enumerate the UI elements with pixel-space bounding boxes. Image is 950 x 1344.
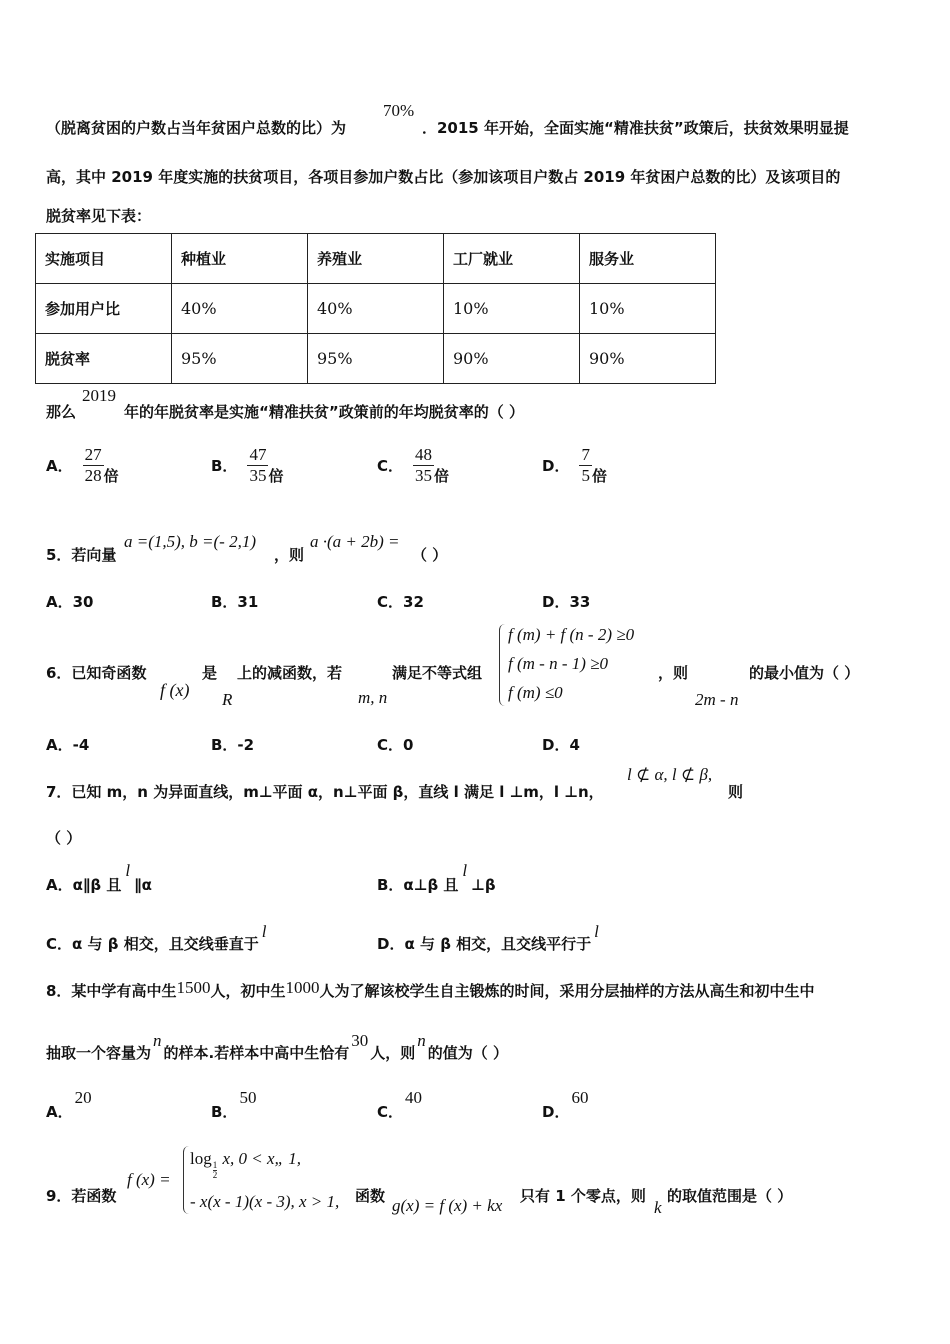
option-label: C． xyxy=(377,457,404,475)
q6-inequality-3: f (m) ≤0 xyxy=(508,683,563,702)
option-label: C． xyxy=(377,1103,404,1121)
q6-option-a: A．-4 xyxy=(46,736,90,754)
q6-inequality-2: f (m - n - 1) ≥0 xyxy=(508,654,608,673)
q8-text: 的值为（ ） xyxy=(427,1044,508,1062)
table-cell: 10% xyxy=(444,284,580,334)
table-row-label: 脱贫率 xyxy=(36,334,172,384)
q8-text: 人为了解该校学生自主锻炼的时间，采用分层抽样的方法从高生和初中生中 xyxy=(319,982,815,1000)
q8-n-symbol: n xyxy=(417,1031,426,1050)
q6-system-brace xyxy=(499,624,506,706)
option-value: 40 xyxy=(405,1088,423,1107)
q7-stem-b: 则 xyxy=(728,783,744,801)
q6-stem-c: 上的减函数，若 xyxy=(237,664,343,682)
table-header-cell: 实施项目 xyxy=(36,234,172,284)
q5-stem-a: 5．若向量 xyxy=(46,546,117,564)
q5-option-b: B．31 xyxy=(211,593,259,611)
q9-stem-b: 函数 xyxy=(355,1187,386,1205)
q8-option-c xyxy=(377,1087,423,1121)
q6-domain: R xyxy=(222,690,233,709)
line-symbol: l xyxy=(261,922,267,941)
fraction xyxy=(413,445,434,486)
q6-stem-e: ，则 xyxy=(658,664,689,682)
table-cell: 10% xyxy=(580,284,716,334)
q4-stem-a: 那么 xyxy=(46,403,77,421)
option-text: A．α∥β 且 xyxy=(46,876,122,894)
fraction xyxy=(247,445,268,486)
q8-high-count: 1500 xyxy=(176,978,211,997)
q8-middle-count: 1000 xyxy=(285,978,320,997)
q9-k-symbol: k xyxy=(654,1198,662,1217)
intro-line1-a: （脱离贫困的户数占当年贫困户总数的比）为 xyxy=(46,119,347,137)
intro-line3: 脱贫率见下表： xyxy=(46,207,152,225)
q6-inequality-1: f (m) + f (n - 2) ≥0 xyxy=(508,625,635,644)
q6-target-expression: 2m - n xyxy=(695,690,739,709)
q6-stem-f: 的最小值为（ ） xyxy=(749,664,860,682)
q6-variables: m, n xyxy=(358,688,388,707)
intro-percent: 70% xyxy=(383,101,415,120)
q5-vectors: a =(1,5), b =(- 2,1) xyxy=(124,532,256,551)
q6-stem-a: 6．已知奇函数 xyxy=(46,664,147,682)
option-value: 60 xyxy=(571,1088,589,1107)
q8-line1 xyxy=(46,980,814,1001)
q8-text: 人，则 xyxy=(370,1044,416,1062)
option-label: A． xyxy=(46,1103,73,1121)
q4-option-d xyxy=(542,445,607,486)
q7-condition: l ⊄ α, l ⊄ β, xyxy=(627,765,713,784)
q8-option-d xyxy=(542,1087,589,1121)
fraction-numerator: 7 xyxy=(581,445,590,464)
table-cell: 95% xyxy=(172,334,308,384)
log-base xyxy=(213,1161,218,1180)
option-text: ∥α xyxy=(134,876,152,894)
log-base-numerator: 1 xyxy=(212,1160,218,1170)
option-text: B．α⊥β 且 xyxy=(377,876,459,894)
q7-option-d xyxy=(377,922,599,954)
table-row-label: 参加用户比 xyxy=(36,284,172,334)
q6-stem-d: 满足不等式组 xyxy=(392,664,483,682)
table-row xyxy=(36,334,716,384)
q4-option-b xyxy=(211,445,283,486)
q9-piece-1 xyxy=(190,1149,301,1180)
option-label: D． xyxy=(542,1103,570,1121)
option-value: 50 xyxy=(239,1088,257,1107)
q9-piecewise-brace xyxy=(183,1146,190,1214)
q5-expression: a ·(a + 2b) = xyxy=(310,532,400,551)
q5-stem-b: ，则 xyxy=(274,546,305,564)
line-symbol: l xyxy=(462,861,468,880)
option-text: C．α 与 β 相交，且交线垂直于 xyxy=(46,935,259,953)
q8-text: 抽取一个容量为 xyxy=(46,1044,152,1062)
log-base-denominator: 2 xyxy=(212,1170,218,1180)
q6-function: f (x) xyxy=(160,680,190,700)
q7-stem-c: （ ） xyxy=(46,829,82,847)
table-header-cell: 养殖业 xyxy=(308,234,444,284)
fraction-denominator: 35 xyxy=(249,466,267,485)
option-label: D． xyxy=(542,457,570,475)
q7-stem-a: 7．已知 m，n 为异面直线，m⊥平面 α，n⊥平面 β，直线 l 满足 l ⊥m，l ⊥n， xyxy=(46,783,604,801)
fraction-numerator: 48 xyxy=(415,445,433,464)
option-value: 20 xyxy=(74,1088,92,1107)
line-symbol: l xyxy=(594,922,599,941)
fraction-numerator: 27 xyxy=(84,445,102,464)
q7-option-a xyxy=(46,861,152,895)
intro-line2: 高，其中 2019 年度实施的扶贫项目，各项目参加户数占比（参加该项目户数占 2019 年贫困户总数的比）及该项目的 xyxy=(46,168,841,186)
table-cell: 90% xyxy=(444,334,580,384)
q8-text: 8．某中学有高中生 xyxy=(46,982,177,1000)
table-header-cell: 工厂就业 xyxy=(444,234,580,284)
table-cell: 90% xyxy=(580,334,716,384)
option-suffix: 倍 xyxy=(268,467,284,485)
poverty-table xyxy=(35,233,716,384)
q6-option-c: C．0 xyxy=(377,736,414,754)
fraction-denominator: 35 xyxy=(415,466,433,485)
q9-piece-2: - x(x - 1)(x - 3), x > 1, xyxy=(190,1192,340,1211)
q8-option-a xyxy=(46,1087,92,1121)
table-cell: 40% xyxy=(308,284,444,334)
option-label: B． xyxy=(211,457,238,475)
q8-n-symbol: n xyxy=(153,1031,162,1050)
option-text: D．α 与 β 相交，且交线平行于 xyxy=(377,935,592,953)
q9-g-function: g(x) = f (x) + kx xyxy=(392,1196,503,1215)
q9-stem-a: 9．若函数 xyxy=(46,1187,117,1205)
option-label: A． xyxy=(46,457,73,475)
q5-stem-c: （ ） xyxy=(412,546,448,564)
q5-option-a: A．30 xyxy=(46,593,94,611)
fraction xyxy=(579,445,592,486)
q8-text: 人，初中生 xyxy=(210,982,286,1000)
option-suffix: 倍 xyxy=(434,467,450,485)
q7-option-b xyxy=(377,861,496,895)
option-label: B． xyxy=(211,1103,238,1121)
q4-year: 2019 xyxy=(82,386,116,405)
table-header-cell: 服务业 xyxy=(580,234,716,284)
q8-option-b xyxy=(211,1087,257,1121)
line-symbol: l xyxy=(125,861,131,880)
fraction-numerator: 47 xyxy=(249,445,267,464)
q5-option-d: D．33 xyxy=(542,593,591,611)
q9-stem-d: 的取值范围是（ ） xyxy=(667,1187,793,1205)
q8-sample-count: 30 xyxy=(351,1031,369,1050)
fraction-denominator: 5 xyxy=(581,466,590,485)
q9-function: f (x) = xyxy=(127,1170,171,1189)
piece-condition: x, 0 < x„ 1, xyxy=(218,1149,302,1168)
table-row xyxy=(36,284,716,334)
table-header-cell: 种植业 xyxy=(172,234,308,284)
q8-text: 的样本.若样本中高中生恰有 xyxy=(163,1044,350,1062)
q4-option-c xyxy=(377,445,449,486)
q8-line2 xyxy=(46,1031,508,1063)
q5-option-c: C．32 xyxy=(377,593,424,611)
option-suffix: 倍 xyxy=(103,467,119,485)
q4-stem-b: 年的年脱贫率是实施“精准扶贫”政策前的年均脱贫率的（ ） xyxy=(124,403,524,421)
q6-option-d: D．4 xyxy=(542,736,580,754)
option-suffix: 倍 xyxy=(591,467,607,485)
log-text: log xyxy=(190,1149,212,1168)
q6-stem-b: 是 xyxy=(202,664,218,682)
intro-line1-b: ．2015 年开始，全面实施“精准扶贫”政策后，扶贫效果明显提 xyxy=(422,119,849,137)
table-cell: 40% xyxy=(172,284,308,334)
q7-option-c xyxy=(46,922,267,954)
fraction xyxy=(83,445,104,486)
q4-option-a xyxy=(46,445,119,486)
fraction-denominator: 28 xyxy=(84,466,102,485)
table-header-row xyxy=(36,234,716,284)
q9-stem-c: 只有 1 个零点，则 xyxy=(520,1187,646,1205)
q6-option-b: B．-2 xyxy=(211,736,255,754)
table-cell: 95% xyxy=(308,334,444,384)
option-text: ⊥β xyxy=(471,876,496,894)
